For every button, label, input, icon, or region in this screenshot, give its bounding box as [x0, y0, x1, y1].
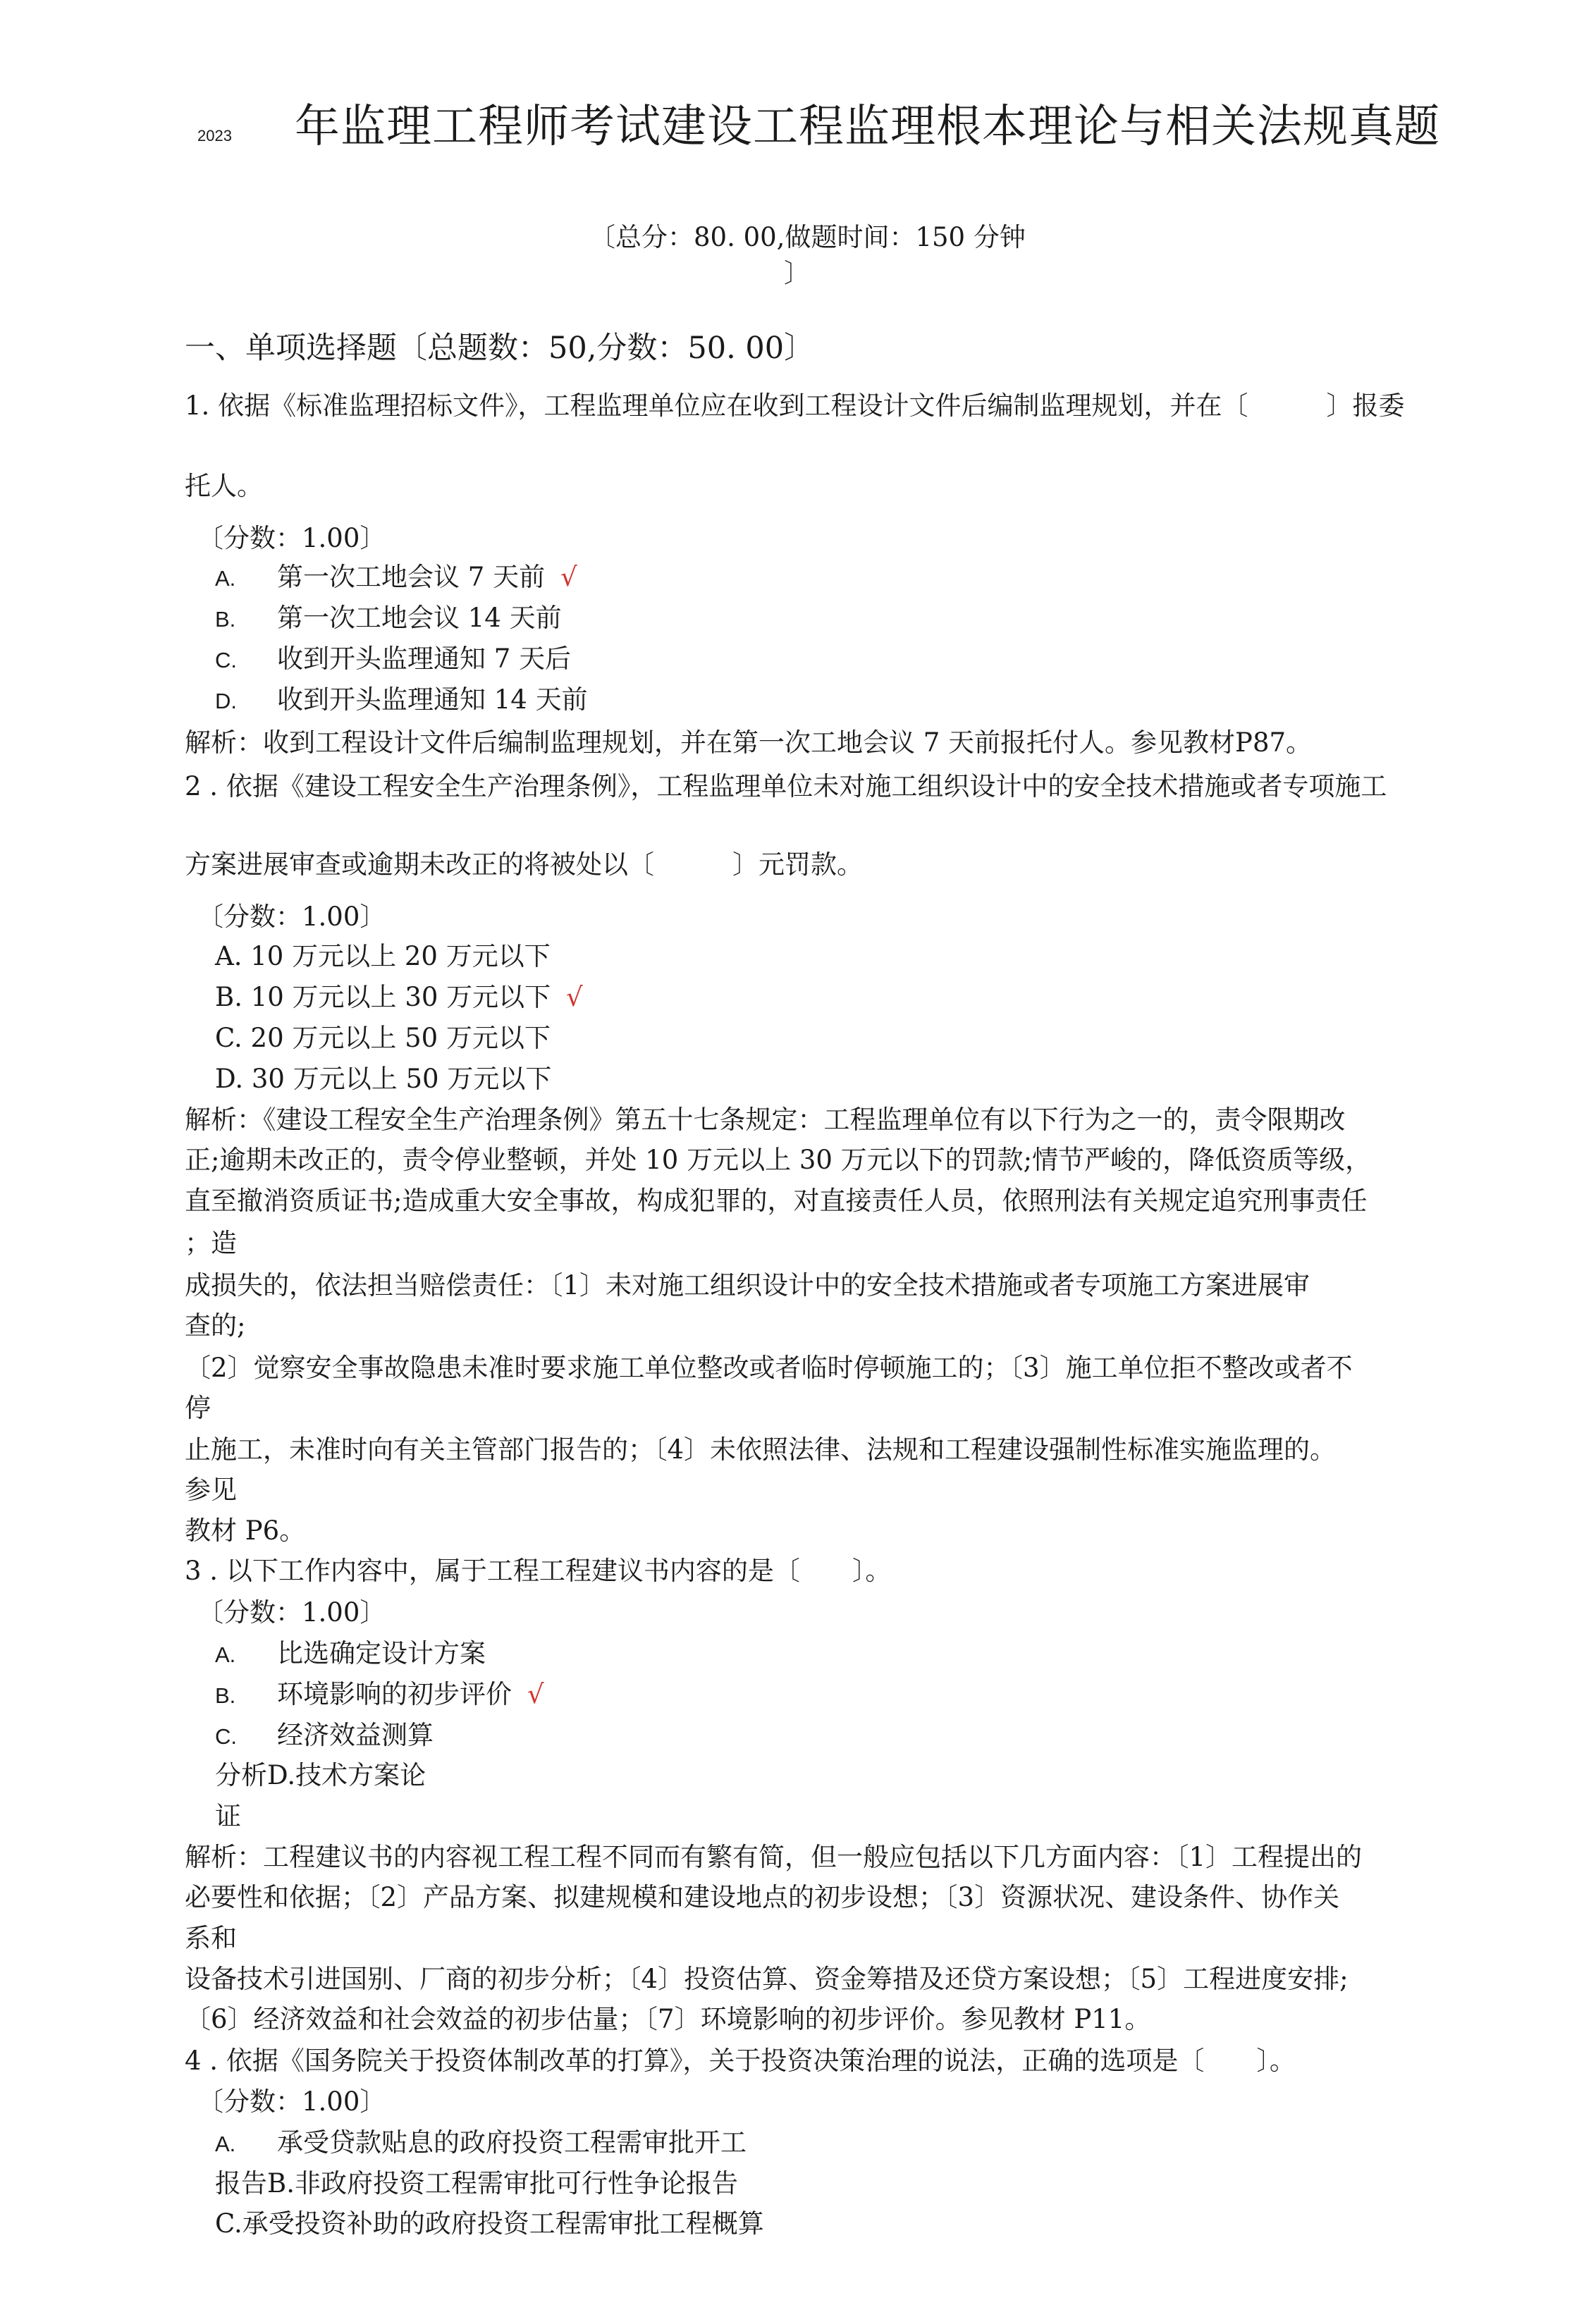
- q4-stem: 4 . 依据《国务院关于投资体制改革的打算》，关于投资决策治理的说法，正确的选项是〔 〕。: [185, 2046, 1296, 2076]
- option-letter: A.: [215, 1642, 236, 1667]
- q3-option-b: [215, 1678, 544, 1713]
- q3-analysis-line-5: 〔6〕经济效益和社会效益的初步估量；〔7〕环境影响的初步评价。参见教材 P11。: [185, 2004, 1151, 2034]
- q3-option-c: [215, 1719, 434, 1754]
- option-letter: B.: [215, 982, 242, 1012]
- q1-option-a: [215, 560, 577, 596]
- q1-option-b: [215, 601, 562, 637]
- q2-analysis-line-2: 正;逾期未改正的，责令停业整顿，并处 10 万元以上 30 万元以下的罚款;情节严峻的，降低资质等级，: [185, 1145, 1372, 1175]
- q2-analysis-line-3: 直至撤消资质证书;造成重大安全事故，构成犯罪的，对直接责任人员，依照刑法有关规定追究刑事责任: [185, 1186, 1368, 1216]
- q4-option-a: [215, 2126, 747, 2161]
- title-year: 2023: [197, 127, 232, 145]
- q2-analysis-line-5: 成损失的，依法担当赔偿责任：〔1〕未对施工组织设计中的安全技术措施或者专项施工方案进展审: [185, 1270, 1310, 1301]
- q2-score: 〔分数：1.00〕: [197, 902, 386, 932]
- option-text: 收到开头监理通知 7 天后: [277, 644, 572, 674]
- exam-meta-line-2: 〕: [784, 258, 810, 288]
- option-text: 10 万元以上 30 万元以下: [250, 982, 551, 1012]
- option-letter: D.: [215, 1064, 244, 1094]
- q1-analysis: 解析：收到工程设计文件后编制监理规划，并在第一次工地会议 7 天前报托付人。参见教材P87。: [185, 727, 1313, 758]
- option-letter: A.: [215, 566, 236, 591]
- option-letter: C.: [215, 648, 237, 672]
- option-text: 第一次工地会议 7 天前: [277, 562, 546, 592]
- q2-option-a: [215, 940, 551, 973]
- q2-analysis-line-8: 停: [185, 1393, 211, 1423]
- q2-option-b: [215, 980, 583, 1014]
- option-letter: A.: [215, 941, 242, 971]
- q4-score: 〔分数：1.00〕: [197, 2086, 386, 2117]
- q4-option-b: 报告B.非政府投资工程需审批可行性争论报告: [215, 2168, 738, 2199]
- option-letter: B.: [215, 607, 236, 632]
- q1-option-d: [215, 683, 588, 718]
- option-text: 承受贷款贴息的政府投资工程需审批开工: [277, 2127, 747, 2158]
- q3-option-d-line-1: 分析D.技术方案论: [215, 1760, 426, 1790]
- correct-check-icon: √: [566, 982, 583, 1012]
- option-text: 第一次工地会议 14 天前: [277, 603, 562, 633]
- q3-score: 〔分数：1.00〕: [197, 1597, 386, 1628]
- q2-analysis-line-1: 解析：《建设工程安全生产治理条例》第五十七条规定：工程监理单位有以下行为之一的，责令限期改: [185, 1105, 1346, 1135]
- exam-meta-line-1: 〔总分：80. 00,做题时间：150 分钟: [589, 222, 1026, 252]
- q3-stem: 3 . 以下工作内容中，属于工程工程建议书内容的是〔 〕。: [185, 1556, 892, 1586]
- option-text: 环境影响的初步评价: [277, 1679, 512, 1709]
- option-letter: C.: [215, 1724, 237, 1749]
- q1-score: 〔分数：1.00〕: [197, 523, 386, 553]
- correct-check-icon: √: [560, 562, 577, 592]
- option-letter: B.: [215, 1683, 236, 1708]
- q3-analysis-line-3: 系和: [185, 1923, 237, 1953]
- option-text: 收到开头监理通知 14 天前: [277, 684, 588, 715]
- q3-analysis-line-1: 解析：工程建议书的内容视工程工程不同而有繁有简，但一般应包括以下几方面内容：〔1〕工程提出的: [185, 1842, 1363, 1872]
- q3-analysis-line-2: 必要性和依据；〔2〕产品方案、拟建规模和建设地点的初步设想；〔3〕资源状况、建设条件、协作关: [185, 1882, 1340, 1912]
- q2-stem-line-1: 2 . 依据《建设工程安全生产治理条例》，工程监理单位未对施工组织设计中的安全技术措施或者专项施工: [185, 771, 1387, 801]
- q1-stem-line-1: 1. 依据《标准监理招标文件》，工程监理单位应在收到工程设计文件后编制监理规划，并在〔 〕报委: [185, 391, 1405, 421]
- correct-check-icon: √: [527, 1679, 544, 1709]
- q1-option-c: [215, 642, 571, 677]
- q3-option-d-line-2: 证: [215, 1801, 241, 1831]
- section-heading: 一、单项选择题〔总题数：50,分数：50. 00〕: [185, 331, 815, 366]
- option-text: 10 万元以上 20 万元以下: [250, 941, 551, 971]
- q2-option-c: [215, 1021, 551, 1055]
- option-letter: C.: [215, 1023, 242, 1053]
- option-text: 20 万元以上 50 万元以下: [250, 1023, 551, 1053]
- page-title: 年监理工程师考试建设工程监理根本理论与相关法规真题: [295, 101, 1440, 153]
- q2-analysis-line-9: 止施工，未准时向有关主管部门报告的；〔4〕未依照法律、法规和工程建设强制性标准实施监理的。: [185, 1434, 1337, 1465]
- option-text: 经济效益测算: [277, 1720, 434, 1750]
- option-letter: D.: [215, 689, 237, 713]
- q2-analysis-line-11: 教材 P6。: [185, 1515, 306, 1546]
- q3-analysis-line-4: 设备技术引进国别、厂商的初步分析；〔4〕投资估算、资金筹措及还贷方案设想；〔5〕工程进度安排;: [185, 1964, 1349, 1994]
- q2-analysis-line-7: 〔2〕觉察安全事故隐患未准时要求施工单位整改或者临时停顿施工的；〔3〕施工单位拒不整改或者不: [185, 1353, 1353, 1383]
- q4-option-c: C.承受投资补助的政府投资工程需审批工程概算: [215, 2208, 764, 2239]
- q1-stem-line-2: 托人。: [185, 471, 263, 501]
- option-letter: A.: [215, 2132, 236, 2156]
- option-text: 30 万元以上 50 万元以下: [251, 1064, 552, 1094]
- q3-option-a: [215, 1637, 486, 1672]
- option-text: 比选确定设计方案: [277, 1638, 486, 1668]
- q2-analysis-line-10: 参见: [185, 1475, 237, 1505]
- q2-analysis-line-4: ；造: [185, 1228, 237, 1258]
- q2-option-d: [215, 1062, 551, 1096]
- q2-stem-line-2: 方案进展审查或逾期未改正的将被处以〔 〕元罚款。: [185, 849, 863, 880]
- q2-analysis-line-6: 查的;: [185, 1310, 246, 1341]
